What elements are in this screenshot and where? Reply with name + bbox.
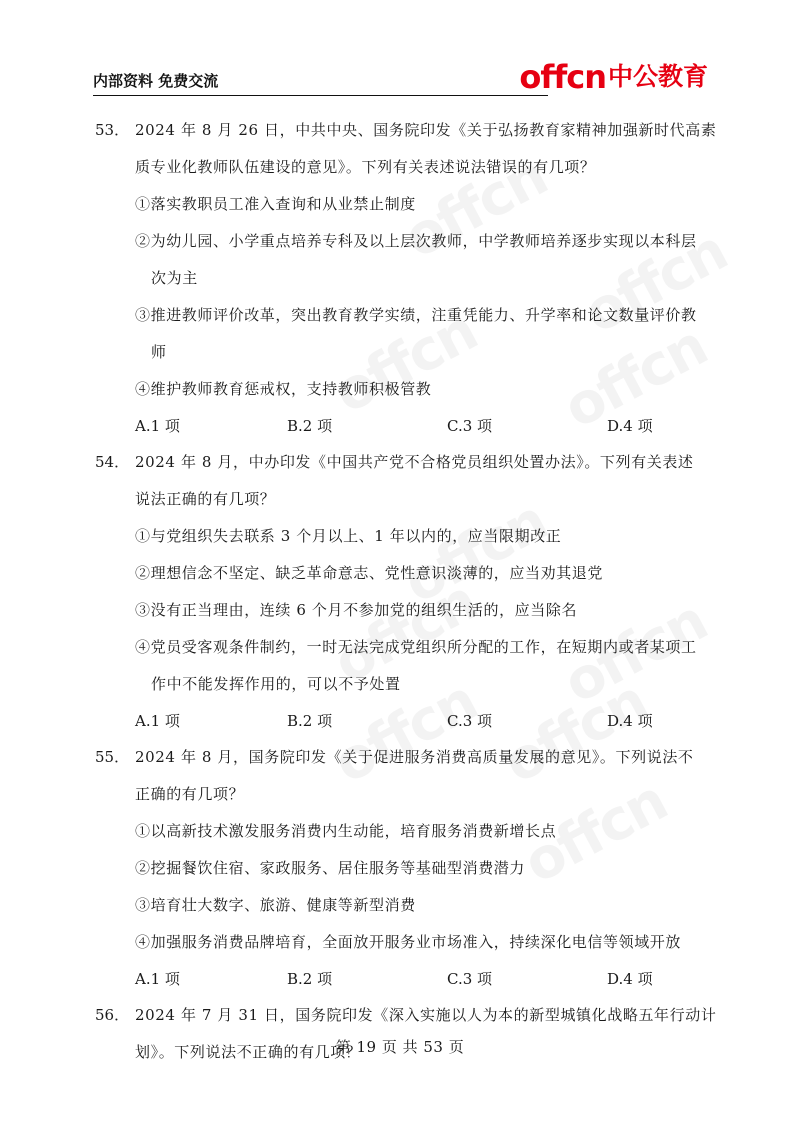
answer-options bbox=[95, 703, 710, 739]
question-stem-line bbox=[95, 997, 717, 1034]
question-stem-line bbox=[95, 776, 710, 813]
statement-item bbox=[95, 297, 710, 334]
statement-item bbox=[95, 887, 710, 924]
statement-text: ③推进教师评价改革，突出教育教学实绩，注重凭能力、升学率和论文数量评价教 bbox=[135, 306, 697, 324]
statement-text: ④党员受客观条件制约，一时无法完成党组织所分配的工作，在短期内或者某项工 bbox=[135, 638, 697, 656]
option-a: A.1 项 bbox=[135, 417, 180, 435]
statement-text: ①落实教职员工准入查询和从业禁止制度 bbox=[135, 195, 416, 213]
question-stem-text: 2024 年 8 月，中办印发《中国共产党不合格党员组织处置办法》。下列有关表述 bbox=[135, 453, 694, 471]
option-b: B.2 项 bbox=[287, 417, 333, 435]
statement-item bbox=[95, 924, 710, 961]
statement-text: 次为主 bbox=[151, 269, 198, 287]
answer-options bbox=[95, 408, 710, 444]
answer-options bbox=[95, 961, 710, 997]
question-56 bbox=[95, 997, 717, 1071]
statement-text: 师 bbox=[151, 343, 167, 361]
question-stem-line bbox=[95, 739, 710, 776]
question-number: 54． bbox=[95, 453, 130, 471]
option-a: A.1 项 bbox=[135, 712, 180, 730]
statement-item bbox=[95, 555, 710, 592]
offcn-logo bbox=[519, 60, 708, 94]
statement-item bbox=[95, 592, 710, 629]
question-54 bbox=[95, 444, 710, 739]
option-d: D.4 项 bbox=[607, 970, 653, 988]
question-53 bbox=[95, 112, 717, 444]
statement-item bbox=[95, 371, 710, 408]
option-d: D.4 项 bbox=[607, 417, 653, 435]
logo-chinese-text: 中公教育 bbox=[607, 62, 708, 91]
question-55 bbox=[95, 739, 710, 997]
option-a: A.1 项 bbox=[135, 970, 180, 988]
statement-text: ③没有正当理由，连续 6 个月不参加党的组织生活的，应当除名 bbox=[135, 601, 578, 619]
question-number: 55． bbox=[95, 748, 130, 766]
statement-item bbox=[95, 666, 710, 703]
statement-item bbox=[95, 260, 710, 297]
statement-item bbox=[95, 518, 710, 555]
statement-text: 作中不能发挥作用的，可以不予处置 bbox=[151, 675, 401, 693]
statement-text: ④维护教师教育惩戒权，支持教师积极管教 bbox=[135, 380, 432, 398]
statement-item bbox=[95, 850, 710, 887]
question-stem-text: 2024 年 8 月，国务院印发《关于促进服务消费高质量发展的意见》。下列说法不 bbox=[135, 748, 694, 766]
statement-item bbox=[95, 186, 710, 223]
page-header bbox=[93, 58, 708, 102]
question-list bbox=[95, 112, 717, 1071]
question-number: 56． bbox=[95, 1006, 130, 1024]
option-b: B.2 项 bbox=[287, 712, 333, 730]
statement-text: ①与党组织失去联系 3 个月以上、1 年以内的，应当限期改正 bbox=[135, 527, 562, 545]
header-label: 内部资料 免费交流 bbox=[93, 72, 219, 90]
option-b: B.2 项 bbox=[287, 970, 333, 988]
question-stem-text: 2024 年 7 月 31 日，国务院印发《深入实施以人为本的新型城镇化战略五年行动计 bbox=[135, 1006, 717, 1024]
question-stem-line bbox=[95, 481, 710, 518]
header-rule bbox=[93, 95, 548, 96]
option-c: C.3 项 bbox=[447, 417, 493, 435]
statement-text: ②挖掘餐饮住宿、家政服务、居住服务等基础型消费潜力 bbox=[135, 859, 526, 877]
statement-text: ②为幼儿园、小学重点培养专科及以上层次教师，中学教师培养逐步实现以本科层 bbox=[135, 232, 697, 250]
statement-text: ④加强服务消费品牌培育，全面放开服务业市场准入，持续深化电信等领域开放 bbox=[135, 933, 682, 951]
question-stem-text: 正确的有几项？ bbox=[135, 785, 245, 803]
question-stem-line bbox=[95, 444, 710, 481]
page-footer: 第 19 页 共 53 页 bbox=[335, 1038, 465, 1056]
option-c: C.3 项 bbox=[447, 970, 493, 988]
statement-item bbox=[95, 223, 710, 260]
question-stem-text: 质专业化教师队伍建设的意见》。下列有关表述说法错误的有几项？ bbox=[135, 158, 596, 176]
question-number: 53． bbox=[95, 121, 130, 139]
option-c: C.3 项 bbox=[447, 712, 493, 730]
question-stem-line bbox=[95, 112, 717, 149]
question-stem-line bbox=[95, 149, 710, 186]
statement-text: ②理想信念不坚定、缺乏革命意志、党性意识淡薄的，应当劝其退党 bbox=[135, 564, 604, 582]
statement-item bbox=[95, 629, 710, 666]
statement-text: ③培育壮大数字、旅游、健康等新型消费 bbox=[135, 896, 416, 914]
question-stem-text: 说法正确的有几项？ bbox=[135, 490, 276, 508]
statement-item bbox=[95, 334, 710, 371]
logo-latin-text: offcn bbox=[519, 58, 606, 96]
statement-text: ①以高新技术激发服务消费内生动能，培育服务消费新增长点 bbox=[135, 822, 557, 840]
question-stem-text: 划》。下列说法不正确的有几项？ bbox=[135, 1043, 362, 1061]
statement-item bbox=[95, 813, 710, 850]
question-stem-text: 2024 年 8 月 26 日，中共中央、国务院印发《关于弘扬教育家精神加强新时代高素 bbox=[135, 121, 717, 139]
option-d: D.4 项 bbox=[607, 712, 653, 730]
